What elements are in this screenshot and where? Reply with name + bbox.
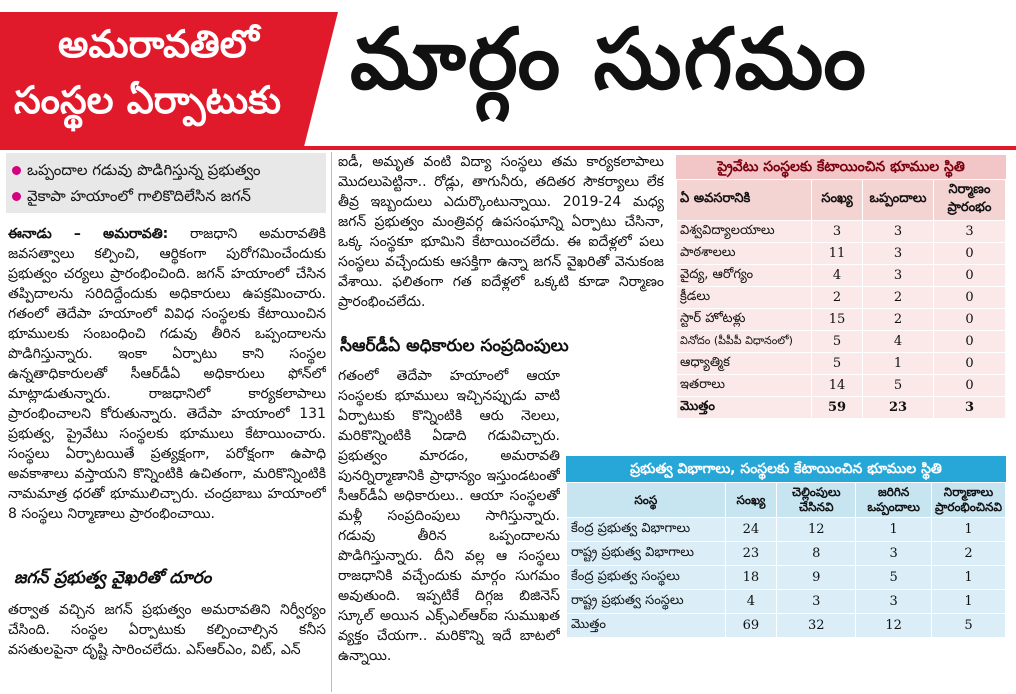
count-cell: 5 xyxy=(812,353,863,375)
table-row xyxy=(677,287,1006,309)
table-row xyxy=(677,353,1006,375)
count-cell: 2 xyxy=(812,287,863,309)
total-label: మొత్తం xyxy=(677,397,812,419)
column-header: ఏ అవసరానికి xyxy=(677,180,812,221)
total-agreements: 23 xyxy=(863,397,934,419)
column-header: సంస్థ xyxy=(567,483,726,518)
column-header: జరిగిన ఒప్పందాలు xyxy=(856,483,932,518)
government-land-table xyxy=(566,482,1006,638)
bullet-icon xyxy=(12,192,21,201)
main-headline: మార్గం సుగమం xyxy=(350,10,868,108)
total-payments: 32 xyxy=(777,614,856,638)
category-cell: పాఠశాలలు xyxy=(677,243,812,265)
total-count: 59 xyxy=(812,397,863,419)
count-cell: 14 xyxy=(812,375,863,397)
construction-cell: 0 xyxy=(934,331,1006,353)
count-cell: 4 xyxy=(812,265,863,287)
article-para-1 xyxy=(8,224,326,564)
headline-band xyxy=(0,0,1016,150)
table-header-row xyxy=(567,483,1006,518)
institution-cell: కేంద్ర ప్రభుత్వ విభాగాలు xyxy=(567,518,726,542)
government-land-table-title: ప్రభుత్వ విభాగాలు, సంస్థలకు కేటాయించిన భూముల స్థితి xyxy=(566,456,1006,482)
table-row xyxy=(567,518,1006,542)
subheading-2: సీఆర్‌డీఏ అధికారుల సంప్రదింపులు xyxy=(340,336,569,356)
count-cell: 24 xyxy=(725,518,777,542)
count-cell: 5 xyxy=(812,331,863,353)
category-cell: క్రీడలు xyxy=(677,287,812,309)
construction-cell: 0 xyxy=(934,243,1006,265)
highlight-text: వైకాపా హయాంలో గాలికొదిలేసిన జగన్ xyxy=(27,187,251,205)
total-count: 69 xyxy=(725,614,777,638)
total-label: మొత్తం xyxy=(567,614,726,638)
table-row xyxy=(677,243,1006,265)
count-cell: 15 xyxy=(812,309,863,331)
count-cell: 11 xyxy=(812,243,863,265)
article-para-2: తర్వాత వచ్చిన జగన్ ప్రభుత్వం అమరావతిని నిర్వీర్యం చేసింది. సంస్థల ఏర్పాటుకు కల్పించాల్సిన కనీస వసతులపైనా దృష్టి సారించలేదు. ఎస్‌ఆర్‌ఎం, విట్, ఎన్ xyxy=(8,602,326,658)
private-land-table-title: ప్రైవేటు సంస్థలకు కేటాయించిన భూముల స్థితి xyxy=(676,155,1006,179)
category-cell: విశ్వవిద్యాలయాలు xyxy=(677,221,812,243)
category-cell: వినోదం (పీపీపీ విధానంలో) xyxy=(677,331,812,353)
article-text: రాజధాని అమరావతికి జవసత్వాలు కల్పించి, ఆర్థికంగా పురోగమించేందుకు ప్రభుత్వం చర్యలు ప్రారంభించింది. జగన్ హయాంలో చేసిన తప్పిదాలను సరిదిద్దేందుకు అధికారులు ఉపక్రమించారు. గతంలో తెదేపా హయాంలో వివిధ సంస్థలకు కేటాయించిన భూములకు సంబంధించి గడువు తీరిన ఒప్పందాలను పొడిగిస్తున్నారు. ఇంకా ఏర్పాటు కాని సంస్థల ఉన్నతాధికారులతో సీఆర్‌డీఏ అధికారులు ఫోన్‌లో మాట్లాడుతున్నారు. రాజధానిలో కార్యకలాపాలు ప్రారంభించాలని కోరుతున్నారు. తెదేపా హయాంలో 131 ప్రభుత్వ, ప్రైవేటు సంస్థలకు భూములు కేటాయించారు. సంస్థలు ఏర్పాటయితే ప్రత్యక్షంగా, పరోక్షంగా ఉపాధి అవకాశాలు వస్తాయని కొన్నింటికి ఉచితంగా, మరికొన్నింటికి నామమాత్ర ధరతో భూములిచ్చారు. చంద్రబాబు హయాంలో 8 సంస్థలు నిర్మాణాలు ప్రారంభించాయి. xyxy=(8,226,326,522)
category-cell: స్టార్ హోటళ్లు xyxy=(677,309,812,331)
table-row xyxy=(567,542,1006,566)
construction-cell: 0 xyxy=(934,309,1006,331)
payments-cell: 3 xyxy=(777,590,856,614)
agreements-cell: 3 xyxy=(863,221,934,243)
highlight-text: ఒప్పందాల గడువు పొడిగిస్తున్న ప్రభుత్వం xyxy=(27,161,261,179)
total-agreements: 12 xyxy=(856,614,932,638)
agreements-cell: 2 xyxy=(863,309,934,331)
column-header: ఒప్పందాలు xyxy=(863,180,934,221)
construction-cell: 2 xyxy=(931,542,1005,566)
subheading-1: జగన్ ప్రభుత్వ వైఖరితో దూరం xyxy=(14,568,212,588)
institution-cell: కేంద్ర ప్రభుత్వ సంస్థలు xyxy=(567,566,726,590)
construction-cell: 0 xyxy=(934,375,1006,397)
column-divider xyxy=(331,152,332,692)
kicker-line-2: సంస్థల ఏర్పాటుకు xyxy=(14,78,282,122)
category-cell: ఇతరాలు xyxy=(677,375,812,397)
construction-cell: 3 xyxy=(934,221,1006,243)
construction-cell: 1 xyxy=(931,590,1005,614)
kicker-line-1: అమరావతిలో xyxy=(58,22,259,66)
private-land-table xyxy=(676,179,1006,419)
count-cell: 3 xyxy=(812,221,863,243)
count-cell: 23 xyxy=(725,542,777,566)
construction-cell: 0 xyxy=(934,353,1006,375)
agreements-cell: 1 xyxy=(856,518,932,542)
total-construction: 5 xyxy=(931,614,1005,638)
table-row xyxy=(677,265,1006,287)
agreements-cell: 4 xyxy=(863,331,934,353)
table-total-row xyxy=(677,397,1006,419)
payments-cell: 9 xyxy=(777,566,856,590)
column-header: సంఖ్య xyxy=(812,180,863,221)
bullet-icon xyxy=(12,166,21,175)
payments-cell: 12 xyxy=(777,518,856,542)
table-row xyxy=(567,590,1006,614)
construction-cell: 0 xyxy=(934,287,1006,309)
table-row xyxy=(567,566,1006,590)
construction-cell: 0 xyxy=(934,265,1006,287)
count-cell: 18 xyxy=(725,566,777,590)
column-header: చెల్లింపులు చేసినవి xyxy=(777,483,856,518)
column-header: నిర్మాణాలు ప్రారంభించినవి xyxy=(931,483,1005,518)
payments-cell: 8 xyxy=(777,542,856,566)
total-construction: 3 xyxy=(934,397,1006,419)
agreements-cell: 5 xyxy=(863,375,934,397)
column-header: నిర్మాణం ప్రారంభం xyxy=(934,180,1006,221)
agreements-cell: 5 xyxy=(856,566,932,590)
table-row xyxy=(677,375,1006,397)
table-row xyxy=(677,309,1006,331)
article-para-3: ఐడీ, అమృత వంటి విద్యా సంస్థలు తమ కార్యకలాపాలు మొదలుపెట్టినా.. రోడ్లు, తాగునీరు, తదితర సౌకర్యాలు లేక తీవ్ర ఇబ్బందులు ఎదుర్కొంటున్నాయి. 2019-24 మధ్య జగన్ ప్రభుత్వం మంత్రివర్గ ఉపసంఘాన్ని ఏర్పాటు చేసినా, ఒక్క సంస్థకూ భూమిని కేటాయించలేదు. ఈ ఐదేళ్లలో పలు సంస్థలు వచ్చేందుకు ఆసక్తిగా ఉన్నా జగన్ వైఖరితో వెనుకంజ వేశాయి. ఫలితంగా గత ఐదేళ్లలో ఒక్కటి కూడా నిర్మాణం ప్రారంభించలేదు. xyxy=(338,154,664,310)
table-row xyxy=(677,331,1006,353)
agreements-cell: 3 xyxy=(856,590,932,614)
dateline: ఈనాడు – అమరావతి: xyxy=(8,226,169,242)
category-cell: ఆధ్యాత్మిక xyxy=(677,353,812,375)
institution-cell: రాష్ట్ర ప్రభుత్వ సంస్థలు xyxy=(567,590,726,614)
agreements-cell: 1 xyxy=(863,353,934,375)
count-cell: 4 xyxy=(725,590,777,614)
headline-divider xyxy=(0,146,1016,150)
construction-cell: 1 xyxy=(931,518,1005,542)
institution-cell: రాష్ట్ర ప్రభుత్వ విభాగాలు xyxy=(567,542,726,566)
table-header-row xyxy=(677,180,1006,221)
column-header: సంఖ్య xyxy=(725,483,777,518)
table-row xyxy=(677,221,1006,243)
highlight-item xyxy=(12,157,320,183)
category-cell: వైద్య, ఆరోగ్యం xyxy=(677,265,812,287)
highlights-box xyxy=(6,153,326,213)
table-total-row xyxy=(567,614,1006,638)
article-para-4: గతంలో తెదేపా హయాంలో ఆయా సంస్థలకు భూములు ఇచ్చినప్పుడు వాటి ఏర్పాటుకు కొన్నింటికి ఆరు నెలలు, మరికొన్నింటికి ఏడాది గడువిచ్చారు. ప్రభుత్వం మారడం, అమరావతి పునర్నిర్మాణానికి ప్రాధాన్యం ఇస్తుండటంతో సీఆర్‌డీఏ అధికారులు.. ఆయా సంస్థలతో మళ్లీ సంప్రదింపులు సాగిస్తున్నారు. గడువు తీరిన ఒప్పందాలను పొడిగిస్తున్నారు. దీని వల్ల ఆ సంస్థలు రాజధానికి వచ్చేందుకు మార్గం సుగమం అవుతుంది. ఇప్పటికే దిగ్గజ బిజినెస్ స్కూల్ అయిన ఎక్స్‌ఎల్‌ఆర్‌ఐ సుముఖత వ్యక్తం చేయగా.. మరికొన్ని ఇదే బాటలో ఉన్నాయి. xyxy=(338,368,560,664)
agreements-cell: 2 xyxy=(863,287,934,309)
construction-cell: 1 xyxy=(931,566,1005,590)
agreements-cell: 3 xyxy=(856,542,932,566)
agreements-cell: 3 xyxy=(863,243,934,265)
highlight-item xyxy=(12,183,320,209)
agreements-cell: 3 xyxy=(863,265,934,287)
